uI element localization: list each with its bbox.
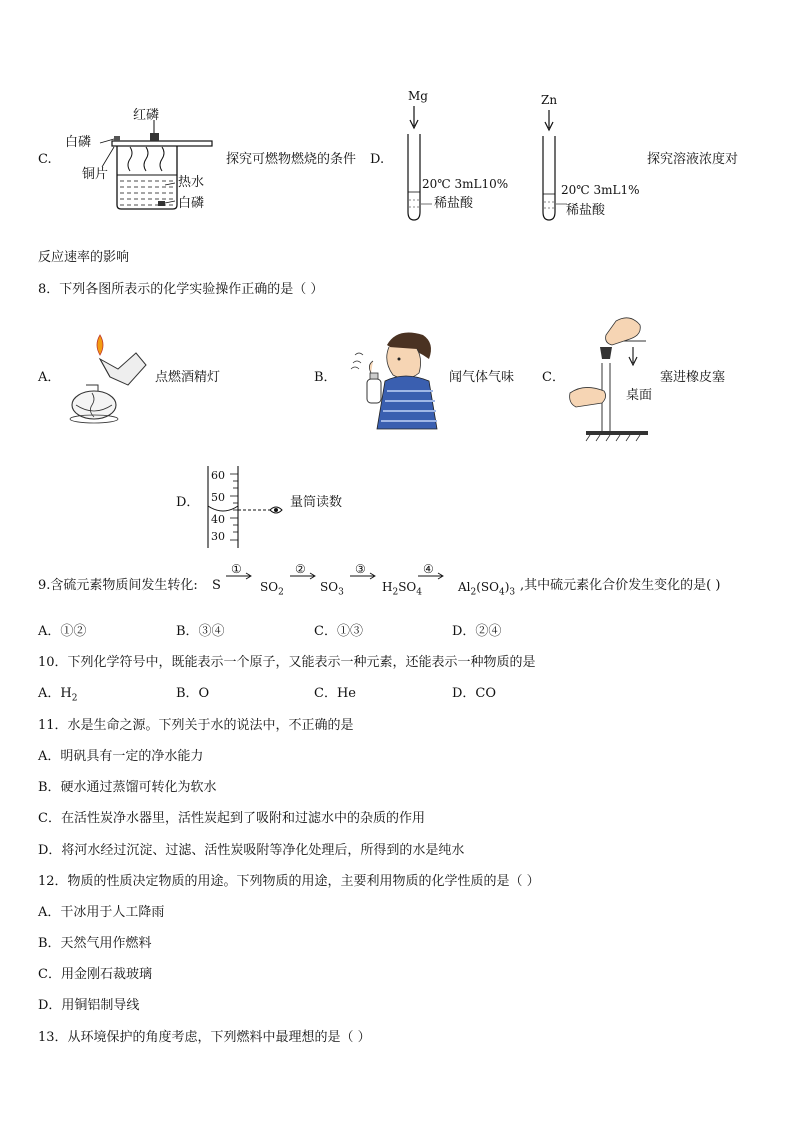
q9-option-a: A．①② [38,624,87,639]
q8-option-a-caption: 点燃酒精灯 [155,370,221,385]
q8-option-c-caption: 塞进橡皮塞 [660,370,726,385]
q9-arrow-label-4: ④ [423,562,434,576]
q13-stem: 13．从环境保护的角度考虑，下列燃料中最理想的是（ ） [38,1030,371,1045]
q11-stem: 11．水是生命之源。下列关于水的说法中，不正确的是 [38,718,354,733]
q9-option-d: D．②④ [452,624,502,639]
label-white-phosphorus-bottom: 白磷 [178,196,205,211]
q9-stem-suffix: ,其中硫元素化合价发生变化的是( ) [520,578,721,593]
q7-option-d-text-b: 反应速率的影响 [38,250,130,265]
q7-option-c-text: 探究可燃物燃烧的条件 [226,152,357,167]
q11-option-a: A．明矾具有一定的净水能力 [38,749,204,764]
stopper-insertion-figure [566,315,656,440]
label-white-phosphorus-top: 白磷 [65,135,92,150]
cylinder-tick-40: 40 [211,513,225,526]
q11-option-d: D．将河水经过沉淀、过滤、活性炭吸附等净化处理后，所得到的水是纯水 [38,843,465,858]
q12-stem: 12．物质的性质决定物质的用途。下列物质的用途，主要利用物质的化学性质的是（ ） [38,874,540,889]
q12-option-a: A．干冰用于人工降雨 [38,905,165,920]
q9-option-b: B．③④ [176,624,225,639]
label-hot-water: 热水 [178,175,205,190]
cylinder-tick-50: 50 [211,491,225,504]
cylinder-tick-30: 30 [211,530,225,543]
q10-option-d: D．CO [452,686,497,701]
boy-smelling-gas-figure [345,325,445,430]
q7-option-d-text-a: 探究溶液浓度对 [647,152,739,167]
q8-stem: 8．下列各图所表示的化学实验操作正确的是（ ） [38,282,324,297]
alcohol-lamp-figure [66,335,156,425]
tube2-metal-label: Zn [541,93,558,107]
q9-species-al2so43: $Al_2(SO_4)_3$ [458,580,516,598]
tube1-condition-label: 20℃ 3mL10% [422,177,509,191]
q10-stem: 10．下列化学符号中，既能表示一个原子，又能表示一种元素，还能表示一种物质的是 [38,655,536,670]
q8-option-b-caption: 闻气体气味 [449,370,515,385]
label-copper-plate: 铜片 [82,167,109,182]
tube2-acid-label: 稀盐酸 [566,203,606,218]
q8-option-d-caption: 量筒读数 [290,495,343,510]
q8-option-c-desk-label: 桌面 [626,388,653,403]
q9-option-c: C．①③ [314,624,363,639]
tube2-condition-label: 20℃ 3mL1% [561,183,640,197]
q9-species-s: S [212,578,221,593]
q7-option-d-letter: D. [370,152,385,167]
cylinder-tick-60: 60 [211,469,225,482]
q9-stem-prefix: 9.含硫元素物质间发生转化: [38,578,198,593]
q9-species-h2so4: $H_2SO_4$ [382,580,422,598]
q7-option-c-letter: C. [38,152,52,167]
q8-option-b-letter: B． [314,370,337,385]
tube1-acid-label: 稀盐酸 [434,196,474,211]
q9-arrow-label-1: ① [231,562,242,576]
q9-arrow-label-2: ② [295,562,306,576]
q8-option-a-letter: A． [38,370,61,385]
q12-option-c: C．用金刚石裁玻璃 [38,967,152,982]
q8-option-c-letter: C． [542,370,565,385]
q10-option-a: A．$H_2$ [38,686,78,704]
q12-option-d: D．用铜铝制导线 [38,998,140,1013]
q10-option-c: C．He [314,686,356,701]
label-red-phosphorus: 红磷 [133,108,160,123]
q10-option-b: B．O [176,686,210,701]
q9-arrow-label-3: ③ [355,562,366,576]
tube1-metal-label: Mg [408,89,428,103]
q8-option-d-letter: D． [176,495,200,510]
q11-option-b: B．硬水通过蒸馏可转化为软水 [38,780,217,795]
q9-species-so3: $SO_3$ [320,580,344,598]
q11-option-c: C．在活性炭净水器里，活性炭起到了吸附和过滤水中的杂质的作用 [38,811,425,826]
q12-option-b: B．天然气用作燃料 [38,936,152,951]
q9-species-so2: $SO_2$ [260,580,284,598]
